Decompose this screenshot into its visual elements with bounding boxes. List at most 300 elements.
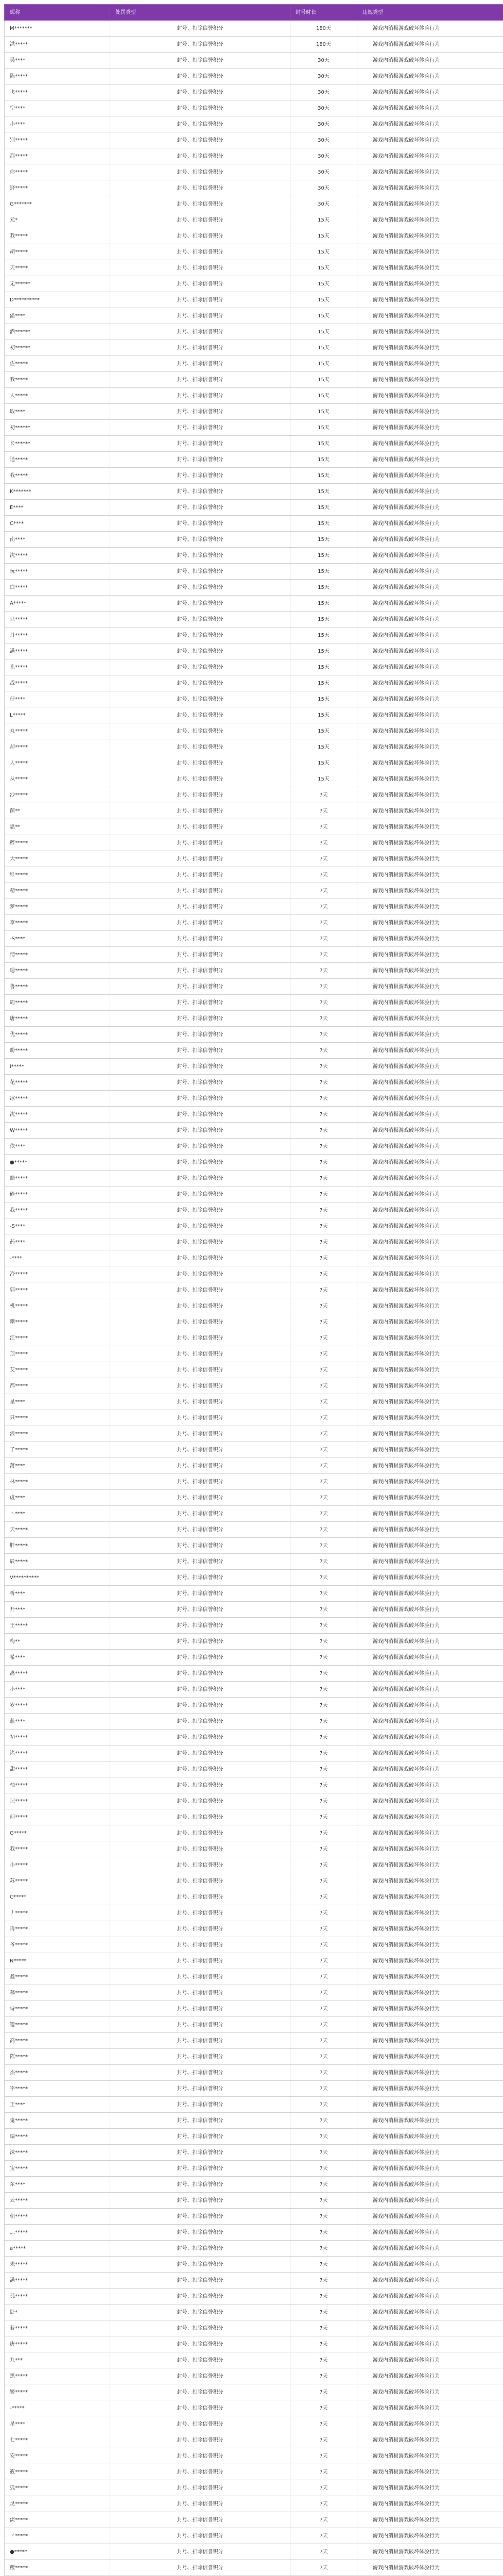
row-nickname: 浪***** xyxy=(5,1426,110,1442)
table-row xyxy=(5,1618,503,1634)
row-violation-type: 游戏内消极游戏破坏体验行为 xyxy=(357,1171,503,1187)
table-row xyxy=(5,1889,503,1905)
row-ban-duration: 7天 xyxy=(290,2177,357,2193)
row-ban-duration: 7天 xyxy=(290,1586,357,1602)
row-nickname: 王**** xyxy=(5,2097,110,2113)
row-ban-duration: 7天 xyxy=(290,835,357,851)
row-ban-duration: 15天 xyxy=(290,420,357,436)
row-violation-type: 游戏内消极游戏破坏体验行为 xyxy=(357,516,503,532)
row-penalty-type: 封号、扣除信誉积分 xyxy=(110,1139,290,1155)
table-row xyxy=(5,2544,503,2560)
row-penalty-type: 封号、扣除信誉积分 xyxy=(110,1730,290,1745)
row-violation-type: 游戏内消极游戏破坏体验行为 xyxy=(357,1202,503,1218)
row-violation-type: 游戏内消极游戏破坏体验行为 xyxy=(357,2081,503,2097)
row-penalty-type: 封号、扣除信誉积分 xyxy=(110,612,290,628)
row-nickname: 鲁***** xyxy=(5,979,110,995)
row-penalty-type: 封号、扣除信誉积分 xyxy=(110,1857,290,1873)
row-nickname: 满***** xyxy=(5,643,110,659)
row-violation-type: 游戏内消极游戏破坏体验行为 xyxy=(357,1953,503,1969)
table-row xyxy=(5,404,503,420)
row-ban-duration: 7天 xyxy=(290,1714,357,1730)
row-nickname: 诸***** xyxy=(5,1745,110,1761)
row-violation-type: 游戏内消极游戏破坏体验行为 xyxy=(357,2097,503,2113)
table-row xyxy=(5,84,503,100)
row-ban-duration: 7天 xyxy=(290,1346,357,1362)
row-nickname: 都***** xyxy=(5,148,110,164)
table-row xyxy=(5,771,503,787)
row-nickname: 机***** xyxy=(5,1298,110,1314)
row-ban-duration: 7天 xyxy=(290,2432,357,2448)
row-nickname: 苏***** xyxy=(5,1873,110,1889)
row-nickname: 无****** xyxy=(5,276,110,292)
row-violation-type: 游戏内消极游戏破坏体验行为 xyxy=(357,1522,503,1538)
row-violation-type: 游戏内消极游戏破坏体验行为 xyxy=(357,2289,503,2304)
row-violation-type: 游戏内消极游戏破坏体验行为 xyxy=(357,2209,503,2225)
row-nickname: 却***** xyxy=(5,739,110,755)
row-violation-type: 游戏内消极游戏破坏体验行为 xyxy=(357,1825,503,1841)
row-violation-type: 游戏内消极游戏破坏体验行为 xyxy=(357,1394,503,1410)
table-row xyxy=(5,1059,503,1075)
row-penalty-type: 封号、扣除信誉积分 xyxy=(110,995,290,1011)
table-row xyxy=(5,1218,503,1234)
row-violation-type: 游戏内消极游戏破坏体验行为 xyxy=(357,1809,503,1825)
row-violation-type: 游戏内消极游戏破坏体验行为 xyxy=(357,180,503,196)
row-violation-type: 游戏内消极游戏破坏体验行为 xyxy=(357,2512,503,2528)
row-nickname: C***** xyxy=(5,1889,110,1905)
row-ban-duration: 180天 xyxy=(290,21,357,37)
row-ban-duration: 7天 xyxy=(290,2336,357,2352)
row-ban-duration: 7天 xyxy=(290,1474,357,1490)
row-violation-type: 游戏内消极游戏破坏体验行为 xyxy=(357,1682,503,1698)
row-violation-type: 游戏内消极游戏破坏体验行为 xyxy=(357,739,503,755)
table-header-row xyxy=(5,5,503,21)
row-nickname: 月***** xyxy=(5,628,110,643)
row-penalty-type: 封号、扣除信誉积分 xyxy=(110,596,290,612)
row-penalty-type: 封号、扣除信誉积分 xyxy=(110,2512,290,2528)
row-ban-duration: 30天 xyxy=(290,100,357,116)
row-penalty-type: 封号、扣除信誉积分 xyxy=(110,2145,290,2161)
row-violation-type: 游戏内消极游戏破坏体验行为 xyxy=(357,659,503,675)
row-penalty-type: 封号、扣除信誉积分 xyxy=(110,564,290,580)
table-row xyxy=(5,2017,503,2033)
row-nickname: 洪***** xyxy=(5,37,110,53)
table-row xyxy=(5,931,503,947)
row-violation-type: 游戏内消极游戏破坏体验行为 xyxy=(357,883,503,899)
row-nickname: 甜***** xyxy=(5,1761,110,1777)
row-ban-duration: 15天 xyxy=(290,212,357,228)
row-penalty-type: 封号、扣除信誉积分 xyxy=(110,691,290,707)
row-nickname: L***** xyxy=(5,707,110,723)
row-penalty-type: 封号、扣除信誉积分 xyxy=(110,2496,290,2512)
row-violation-type: 游戏内消极游戏破坏体验行为 xyxy=(357,1043,503,1059)
row-ban-duration: 7天 xyxy=(290,2193,357,2209)
row-nickname: V********** xyxy=(5,1570,110,1586)
row-ban-duration: 7天 xyxy=(290,1139,357,1155)
table-row xyxy=(5,1602,503,1618)
table-row xyxy=(5,899,503,915)
row-penalty-type: 封号、扣除信誉积分 xyxy=(110,2097,290,2113)
row-ban-duration: 15天 xyxy=(290,612,357,628)
row-nickname: 佐***** xyxy=(5,356,110,372)
row-violation-type: 游戏内消极游戏破坏体验行为 xyxy=(357,2384,503,2400)
row-violation-type: 游戏内消极游戏破坏体验行为 xyxy=(357,37,503,53)
row-violation-type: 游戏内消极游戏破坏体验行为 xyxy=(357,691,503,707)
table-row xyxy=(5,1682,503,1698)
table-row xyxy=(5,1490,503,1506)
row-penalty-type: 封号、扣除信誉积分 xyxy=(110,244,290,260)
row-penalty-type: 封号、扣除信誉积分 xyxy=(110,1330,290,1346)
row-ban-duration: 7天 xyxy=(290,883,357,899)
row-violation-type: 游戏内消极游戏破坏体验行为 xyxy=(357,69,503,84)
row-violation-type: 游戏内消极游戏破坏体验行为 xyxy=(357,1187,503,1202)
row-ban-duration: 15天 xyxy=(290,548,357,564)
row-violation-type: 游戏内消极游戏破坏体验行为 xyxy=(357,947,503,963)
row-ban-duration: 7天 xyxy=(290,2512,357,2528)
row-nickname: 朝***** xyxy=(5,2209,110,2225)
row-penalty-type: 封号、扣除信誉积分 xyxy=(110,1554,290,1570)
row-ban-duration: 7天 xyxy=(290,2368,357,2384)
row-penalty-type: 封号、扣除信誉积分 xyxy=(110,484,290,500)
row-penalty-type: 封号、扣除信誉积分 xyxy=(110,1777,290,1793)
table-row xyxy=(5,691,503,707)
row-violation-type: 游戏内消极游戏破坏体验行为 xyxy=(357,292,503,308)
row-ban-duration: 30天 xyxy=(290,148,357,164)
row-ban-duration: 30天 xyxy=(290,69,357,84)
row-nickname: 碎***** xyxy=(5,1187,110,1202)
table-row xyxy=(5,851,503,867)
table-row xyxy=(5,1187,503,1202)
row-penalty-type: 封号、扣除信誉积分 xyxy=(110,1586,290,1602)
table-row xyxy=(5,1761,503,1777)
row-penalty-type: 封号、扣除信誉积分 xyxy=(110,851,290,867)
row-nickname: 希**** xyxy=(5,1650,110,1666)
row-violation-type: 游戏内消极游戏破坏体验行为 xyxy=(357,2480,503,2496)
table-row xyxy=(5,2496,503,2512)
row-violation-type: 游戏内消极游戏破坏体验行为 xyxy=(357,1761,503,1777)
row-nickname: 沈***** xyxy=(5,548,110,564)
row-violation-type: 游戏内消极游戏破坏体验行为 xyxy=(357,1155,503,1171)
table-row xyxy=(5,1586,503,1602)
table-row xyxy=(5,1378,503,1394)
row-nickname: 筱***** xyxy=(5,2464,110,2480)
row-ban-duration: 7天 xyxy=(290,2289,357,2304)
row-ban-duration: 7天 xyxy=(290,1921,357,1937)
row-nickname: 逍***** xyxy=(5,452,110,468)
table-row xyxy=(5,1139,503,1155)
row-nickname: 孔***** xyxy=(5,659,110,675)
row-violation-type: 游戏内消极游戏破坏体验行为 xyxy=(357,2017,503,2033)
row-violation-type: 游戏内消极游戏破坏体验行为 xyxy=(357,1586,503,1602)
row-violation-type: 游戏内消极游戏破坏体验行为 xyxy=(357,915,503,931)
row-ban-duration: 30天 xyxy=(290,116,357,132)
row-violation-type: 游戏内消极游戏破坏体验行为 xyxy=(357,1650,503,1666)
row-violation-type: 游戏内消极游戏破坏体验行为 xyxy=(357,771,503,787)
row-penalty-type: 封号、扣除信誉积分 xyxy=(110,1346,290,1362)
table-row xyxy=(5,2400,503,2416)
table-row xyxy=(5,596,503,612)
table-row xyxy=(5,1234,503,1250)
table-row xyxy=(5,1969,503,1985)
row-nickname: 飞***** xyxy=(5,84,110,100)
table-row xyxy=(5,2161,503,2177)
row-penalty-type: 封号、扣除信誉积分 xyxy=(110,1921,290,1937)
row-ban-duration: 15天 xyxy=(290,532,357,548)
row-ban-duration: 7天 xyxy=(290,1777,357,1793)
row-penalty-type: 封号、扣除信誉积分 xyxy=(110,883,290,899)
row-penalty-type: 封号、扣除信誉积分 xyxy=(110,1841,290,1857)
table-row xyxy=(5,1202,503,1218)
row-violation-type: 游戏内消极游戏破坏体验行为 xyxy=(357,707,503,723)
row-penalty-type: 封号、扣除信誉积分 xyxy=(110,196,290,212)
table-row xyxy=(5,2209,503,2225)
table-row xyxy=(5,1458,503,1474)
row-ban-duration: 7天 xyxy=(290,2384,357,2400)
header-penalty-type: 处罚类型 xyxy=(110,5,290,21)
row-ban-duration: 7天 xyxy=(290,947,357,963)
row-ban-duration: 7天 xyxy=(290,1745,357,1761)
row-penalty-type: 封号、扣除信誉积分 xyxy=(110,2017,290,2033)
row-penalty-type: 封号、扣除信誉积分 xyxy=(110,132,290,148)
row-violation-type: 游戏内消极游戏破坏体验行为 xyxy=(357,564,503,580)
table-row xyxy=(5,2241,503,2257)
row-penalty-type: 封号、扣除信誉积分 xyxy=(110,2033,290,2049)
row-violation-type: 游戏内消极游戏破坏体验行为 xyxy=(357,1426,503,1442)
row-ban-duration: 7天 xyxy=(290,1091,357,1107)
row-nickname: 小***** xyxy=(5,1857,110,1873)
row-penalty-type: 封号、扣除信誉积分 xyxy=(110,2480,290,2496)
row-penalty-type: 封号、扣除信誉积分 xyxy=(110,1506,290,1522)
table-row xyxy=(5,1171,503,1187)
row-violation-type: 游戏内消极游戏破坏体验行为 xyxy=(357,436,503,452)
row-violation-type: 游戏内消极游戏破坏体验行为 xyxy=(357,612,503,628)
row-ban-duration: 7天 xyxy=(290,1793,357,1809)
row-ban-duration: 7天 xyxy=(290,1426,357,1442)
row-penalty-type: 封号、扣除信誉积分 xyxy=(110,1809,290,1825)
table-row xyxy=(5,2560,503,2576)
row-nickname: 记***** xyxy=(5,1793,110,1809)
row-ban-duration: 7天 xyxy=(290,2257,357,2273)
table-row xyxy=(5,1634,503,1650)
row-violation-type: 游戏内消极游戏破坏体验行为 xyxy=(357,835,503,851)
row-nickname: 南**** xyxy=(5,532,110,548)
row-ban-duration: 15天 xyxy=(290,308,357,324)
row-nickname: 情***** xyxy=(5,947,110,963)
row-ban-duration: 7天 xyxy=(290,2273,357,2289)
row-ban-duration: 7天 xyxy=(290,1458,357,1474)
row-nickname: 皓***** xyxy=(5,1171,110,1187)
table-row xyxy=(5,116,503,132)
row-violation-type: 游戏内消极游戏破坏体验行为 xyxy=(357,2113,503,2129)
row-ban-duration: 7天 xyxy=(290,1410,357,1426)
table-row xyxy=(5,2512,503,2528)
table-row xyxy=(5,2384,503,2400)
row-violation-type: 游戏内消极游戏破坏体验行为 xyxy=(357,116,503,132)
table-row xyxy=(5,564,503,580)
row-violation-type: 游戏内消极游戏破坏体验行为 xyxy=(357,2241,503,2257)
row-penalty-type: 封号、扣除信誉积分 xyxy=(110,308,290,324)
row-nickname: 鬼***** xyxy=(5,2113,110,2129)
row-violation-type: 游戏内消极游戏破坏体验行为 xyxy=(357,324,503,340)
row-nickname: 满***** xyxy=(5,2273,110,2289)
row-ban-duration: 7天 xyxy=(290,1107,357,1123)
row-violation-type: 游戏内消极游戏破坏体验行为 xyxy=(357,548,503,564)
row-penalty-type: 封号、扣除信誉积分 xyxy=(110,1298,290,1314)
row-penalty-type: 封号、扣除信誉积分 xyxy=(110,1394,290,1410)
row-ban-duration: 15天 xyxy=(290,500,357,516)
row-penalty-type: 封号、扣除信誉积分 xyxy=(110,1075,290,1091)
row-violation-type: 游戏内消极游戏破坏体验行为 xyxy=(357,532,503,548)
row-penalty-type: 封号、扣除信誉积分 xyxy=(110,2289,290,2304)
row-violation-type: 游戏内消极游戏破坏体验行为 xyxy=(357,21,503,37)
row-nickname: 繁***** xyxy=(5,2384,110,2400)
row-ban-duration: 7天 xyxy=(290,1682,357,1698)
row-nickname: 丿***** xyxy=(5,1905,110,1921)
row-violation-type: 游戏内消极游戏破坏体验行为 xyxy=(357,420,503,436)
row-ban-duration: 7天 xyxy=(290,1123,357,1139)
header-nickname: 昵称 xyxy=(5,5,110,21)
row-penalty-type: 封号、扣除信誉积分 xyxy=(110,84,290,100)
row-violation-type: 游戏内消极游戏破坏体验行为 xyxy=(357,468,503,484)
row-nickname: 离***** xyxy=(5,1666,110,1682)
table-row xyxy=(5,468,503,484)
table-row xyxy=(5,1394,503,1410)
row-violation-type: 游戏内消极游戏破坏体验行为 xyxy=(357,1793,503,1809)
row-violation-type: 游戏内消极游戏破坏体验行为 xyxy=(357,1123,503,1139)
table-row xyxy=(5,180,503,196)
row-nickname: 未***** xyxy=(5,2257,110,2273)
row-nickname: 玩***** xyxy=(5,564,110,580)
row-penalty-type: 封号、扣除信誉积分 xyxy=(110,580,290,596)
row-penalty-type: 封号、扣除信誉积分 xyxy=(110,260,290,276)
row-violation-type: 游戏内消极游戏破坏体验行为 xyxy=(357,2544,503,2560)
row-penalty-type: 封号、扣除信誉积分 xyxy=(110,340,290,356)
table-row xyxy=(5,2225,503,2241)
row-penalty-type: 封号、扣除信誉积分 xyxy=(110,1522,290,1538)
row-nickname: 淡***** xyxy=(5,2512,110,2528)
table-row xyxy=(5,148,503,164)
table-row xyxy=(5,1011,503,1027)
row-ban-duration: 15天 xyxy=(290,707,357,723)
row-penalty-type: 封号、扣除信誉积分 xyxy=(110,1059,290,1075)
row-nickname: M******* xyxy=(5,21,110,37)
row-penalty-type: 封号、扣除信誉积分 xyxy=(110,1905,290,1921)
table-row xyxy=(5,1346,503,1362)
row-penalty-type: 封号、扣除信誉积分 xyxy=(110,2081,290,2097)
row-ban-duration: 15天 xyxy=(290,244,357,260)
table-row xyxy=(5,1730,503,1745)
row-violation-type: 游戏内消极游戏破坏体验行为 xyxy=(357,1777,503,1793)
row-ban-duration: 7天 xyxy=(290,2320,357,2336)
table-row xyxy=(5,1091,503,1107)
row-nickname: 吴**** xyxy=(5,53,110,69)
row-ban-duration: 7天 xyxy=(290,1634,357,1650)
row-nickname: 顶***** xyxy=(5,1346,110,1362)
row-violation-type: 游戏内消极游戏破坏体验行为 xyxy=(357,803,503,819)
row-violation-type: 游戏内消极游戏破坏体验行为 xyxy=(357,2161,503,2177)
row-ban-duration: 15天 xyxy=(290,452,357,468)
row-ban-duration: 7天 xyxy=(290,963,357,979)
row-nickname: 爷***** xyxy=(5,1937,110,1953)
table-row xyxy=(5,883,503,899)
row-penalty-type: 封号、扣除信誉积分 xyxy=(110,1650,290,1666)
row-ban-duration: 7天 xyxy=(290,1522,357,1538)
table-row xyxy=(5,1554,503,1570)
row-violation-type: 游戏内消极游戏破坏体验行为 xyxy=(357,1091,503,1107)
row-nickname: 你***** xyxy=(5,164,110,180)
row-penalty-type: 封号、扣除信誉积分 xyxy=(110,532,290,548)
row-violation-type: 游戏内消极游戏破坏体验行为 xyxy=(357,244,503,260)
row-nickname: 陈***** xyxy=(5,2049,110,2065)
row-penalty-type: 封号、扣除信誉积分 xyxy=(110,1218,290,1234)
table-row xyxy=(5,1330,503,1346)
row-ban-duration: 7天 xyxy=(290,1969,357,1985)
row-violation-type: 游戏内消极游戏破坏体验行为 xyxy=(357,787,503,803)
row-ban-duration: 7天 xyxy=(290,2225,357,2241)
row-penalty-type: 封号、扣除信誉积分 xyxy=(110,2352,290,2368)
row-penalty-type: 封号、扣除信誉积分 xyxy=(110,1666,290,1682)
row-nickname: 梅** xyxy=(5,1634,110,1650)
row-ban-duration: 15天 xyxy=(290,643,357,659)
row-nickname: 丶**** xyxy=(5,1506,110,1522)
row-nickname: 岁***** xyxy=(5,1698,110,1714)
table-row xyxy=(5,755,503,771)
row-penalty-type: 封号、扣除信誉积分 xyxy=(110,2241,290,2257)
row-penalty-type: 封号、扣除信誉积分 xyxy=(110,803,290,819)
row-penalty-type: 封号、扣除信誉积分 xyxy=(110,2209,290,2225)
row-violation-type: 游戏内消极游戏破坏体验行为 xyxy=(357,1378,503,1394)
row-ban-duration: 7天 xyxy=(290,2065,357,2081)
row-nickname: G******* xyxy=(5,196,110,212)
row-nickname: 丸***** xyxy=(5,723,110,739)
table-row xyxy=(5,963,503,979)
table-row xyxy=(5,2033,503,2049)
header-violation-type: 违规类型 xyxy=(357,5,503,21)
table-row xyxy=(5,21,503,37)
row-ban-duration: 15天 xyxy=(290,628,357,643)
row-violation-type: 游戏内消极游戏破坏体验行为 xyxy=(357,452,503,468)
row-ban-duration: 7天 xyxy=(290,2560,357,2576)
table-row xyxy=(5,707,503,723)
table-row xyxy=(5,643,503,659)
row-nickname: 高***** xyxy=(5,2033,110,2049)
row-violation-type: 游戏内消极游戏破坏体验行为 xyxy=(357,2528,503,2544)
row-penalty-type: 封号、扣除信誉积分 xyxy=(110,372,290,388)
row-ban-duration: 7天 xyxy=(290,1538,357,1554)
row-ban-duration: 7天 xyxy=(290,1202,357,1218)
row-penalty-type: 封号、扣除信誉积分 xyxy=(110,100,290,116)
table-row xyxy=(5,1474,503,1490)
row-nickname: 何***** xyxy=(5,1809,110,1825)
row-nickname: 艾***** xyxy=(5,1362,110,1378)
table-row xyxy=(5,1825,503,1841)
row-penalty-type: 封号、扣除信誉积分 xyxy=(110,1171,290,1187)
row-penalty-type: 封号、扣除信誉积分 xyxy=(110,1410,290,1426)
row-nickname: 郭***** xyxy=(5,1282,110,1298)
row-penalty-type: 封号、扣除信誉积分 xyxy=(110,1314,290,1330)
row-penalty-type: 封号、扣除信誉积分 xyxy=(110,1953,290,1969)
row-nickname: ●***** xyxy=(5,2544,110,2560)
row-violation-type: 游戏内消极游戏破坏体验行为 xyxy=(357,899,503,915)
row-penalty-type: 封号、扣除信誉积分 xyxy=(110,1618,290,1634)
row-penalty-type: 封号、扣除信誉积分 xyxy=(110,69,290,84)
row-ban-duration: 7天 xyxy=(290,915,357,931)
row-nickname: 落**** xyxy=(5,1458,110,1474)
row-violation-type: 游戏内消极游戏破坏体验行为 xyxy=(357,1937,503,1953)
row-violation-type: 游戏内消极游戏破坏体验行为 xyxy=(357,995,503,1011)
row-penalty-type: 封号、扣除信誉积分 xyxy=(110,228,290,244)
table-row xyxy=(5,228,503,244)
row-ban-duration: 7天 xyxy=(290,1362,357,1378)
